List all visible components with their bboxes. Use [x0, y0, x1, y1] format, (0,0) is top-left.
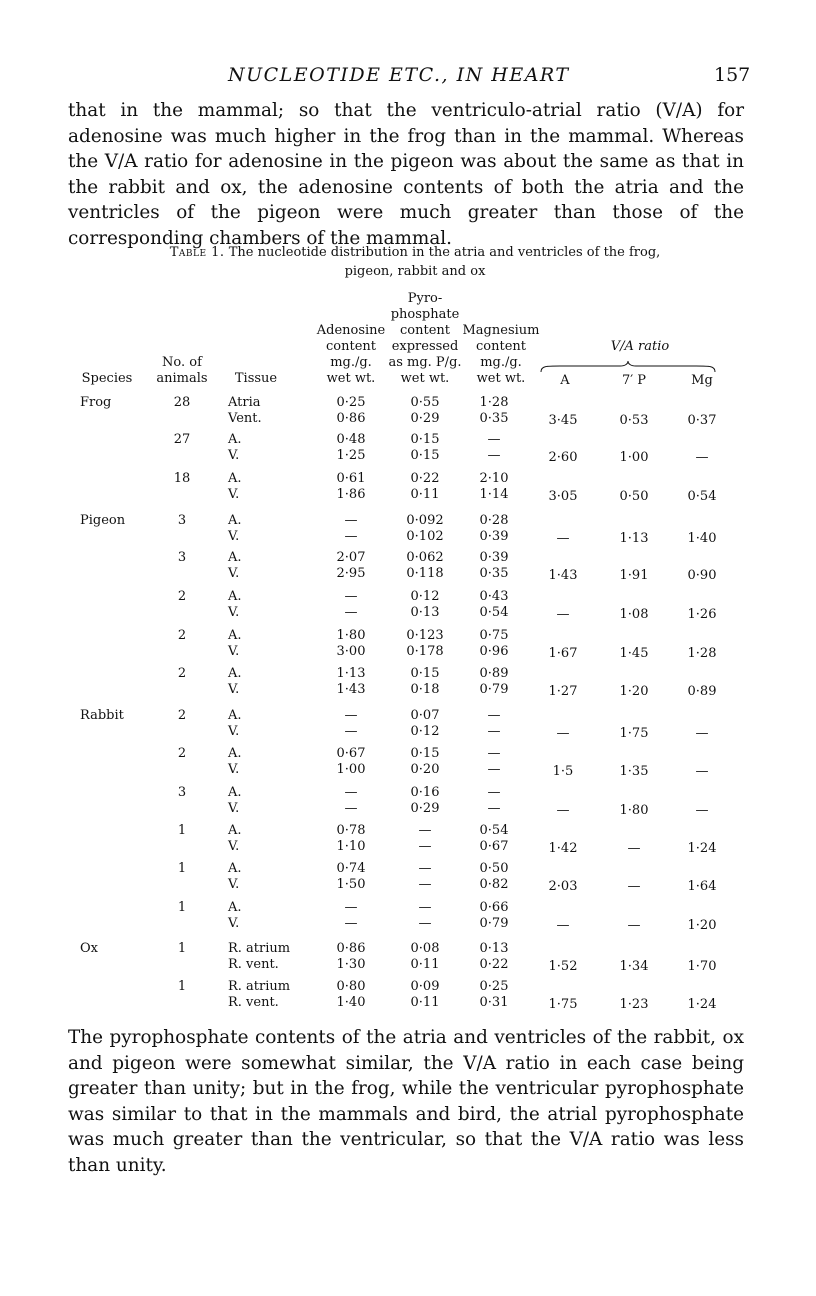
ratio-a-cell: —: [556, 531, 570, 546]
page-number: 157: [714, 64, 751, 86]
adenosine-cell: —: [344, 801, 358, 816]
ratio-p-cell: 1·35: [619, 764, 649, 779]
tissue-cell: A.: [228, 550, 242, 565]
col-header-adenosine-3: mg./g.: [330, 355, 372, 370]
ratio-a-cell: 1·75: [548, 997, 578, 1012]
pyrophosphate-cell: —: [418, 916, 432, 931]
col-header-magnesium-2: content: [476, 339, 526, 354]
pyrophosphate-cell: 0·123: [406, 628, 444, 643]
adenosine-cell: —: [344, 605, 358, 620]
ratio-mg-cell: 0·37: [687, 413, 717, 428]
magnesium-cell: —: [487, 724, 501, 739]
ratio-p-cell: 1·80: [619, 803, 649, 818]
tissue-cell: A.: [228, 513, 242, 528]
paragraph-intro: that in the mammal; so that the ventriculo-atrial ratio (V/A) for adenosine was much higher in the frog than in the mammal. Whereas the V/A ratio for adenosine in the pigeon was about the same as that in the rabbit and ox, the adenosine contents of both the atria and the ventricles of the pigeon were much greater than those of the corresponding chambers of the mammal.: [68, 100, 744, 249]
ratio-a-cell: —: [556, 803, 570, 818]
tissue-cell: A.: [228, 823, 242, 838]
magnesium-cell: 0·22: [479, 957, 509, 972]
ratio-mg-cell: 1·24: [687, 997, 717, 1012]
table-caption-text: The nucleotide distribution in the atria and ventricles of the frog, pigeon, rabbit and ox: [228, 245, 661, 279]
pyrophosphate-cell: 0·118: [406, 566, 444, 581]
adenosine-cell: 1·50: [336, 877, 366, 892]
pyrophosphate-cell: 0·20: [410, 762, 440, 777]
magnesium-cell: 2·10: [479, 471, 509, 486]
adenosine-cell: 0·48: [336, 432, 366, 447]
magnesium-cell: 0·79: [479, 916, 509, 931]
adenosine-cell: 3·00: [336, 644, 366, 659]
ratio-p-cell: —: [627, 879, 641, 894]
pyrophosphate-cell: —: [418, 861, 432, 876]
tissue-cell: A.: [228, 471, 242, 486]
ratio-mg-cell: 1·64: [687, 879, 717, 894]
col-header-ratio-mg: Mg: [691, 373, 713, 388]
ratio-mg-cell: 1·24: [687, 841, 717, 856]
adenosine-cell: 0·78: [336, 823, 366, 838]
magnesium-cell: 0·79: [479, 682, 509, 697]
ratio-p-cell: 1·20: [619, 684, 649, 699]
ratio-a-cell: —: [556, 726, 570, 741]
ratio-a-cell: 3·45: [548, 413, 578, 428]
animals-cell: 3: [177, 785, 187, 800]
adenosine-cell: —: [344, 916, 358, 931]
pyrophosphate-cell: 0·16: [410, 785, 440, 800]
col-header-ratio-a: A: [560, 373, 570, 388]
ratio-a-cell: 1·43: [548, 568, 578, 583]
pyrophosphate-cell: 0·11: [410, 487, 440, 502]
col-header-pyro-3: content: [400, 323, 450, 338]
pyrophosphate-cell: 0·178: [406, 644, 444, 659]
animals-cell: 1: [177, 979, 187, 994]
magnesium-cell: —: [487, 801, 501, 816]
running-title: NUCLEOTIDE ETC., IN HEART: [228, 64, 570, 86]
adenosine-cell: 1·43: [336, 682, 366, 697]
tissue-cell: A.: [228, 628, 242, 643]
magnesium-cell: —: [487, 785, 501, 800]
ratio-a-cell: —: [556, 918, 570, 933]
adenosine-cell: 1·86: [336, 487, 366, 502]
pyrophosphate-cell: 0·29: [410, 801, 440, 816]
magnesium-cell: 0·35: [479, 566, 509, 581]
ratio-mg-cell: 0·90: [687, 568, 717, 583]
adenosine-cell: —: [344, 529, 358, 544]
animals-cell: 2: [177, 589, 187, 604]
ratio-p-cell: 1·23: [619, 997, 649, 1012]
tissue-cell: R. vent.: [228, 957, 279, 972]
ratio-a-cell: 1·5: [552, 764, 574, 779]
ratio-mg-cell: —: [695, 764, 709, 779]
species-cell: Pigeon: [80, 513, 126, 528]
tissue-cell: V.: [228, 801, 240, 816]
adenosine-cell: 2·95: [336, 566, 366, 581]
ratio-mg-cell: 1·26: [687, 607, 717, 622]
adenosine-cell: 1·10: [336, 839, 366, 854]
adenosine-cell: 1·25: [336, 448, 366, 463]
animals-cell: 2: [177, 628, 187, 643]
tissue-cell: A.: [228, 708, 242, 723]
col-header-pyro-4: expressed: [391, 339, 459, 354]
pyrophosphate-cell: —: [418, 823, 432, 838]
tissue-cell: V.: [228, 448, 240, 463]
animals-cell: 1: [177, 900, 187, 915]
ratio-mg-cell: —: [695, 726, 709, 741]
tissue-cell: V.: [228, 877, 240, 892]
animals-cell: 3: [177, 550, 187, 565]
magnesium-cell: 0·89: [479, 666, 509, 681]
adenosine-cell: —: [344, 708, 358, 723]
ratio-mg-cell: —: [695, 803, 709, 818]
magnesium-cell: 0·67: [479, 839, 509, 854]
adenosine-cell: 0·25: [336, 395, 366, 410]
tissue-cell: A.: [228, 666, 242, 681]
tissue-cell: A.: [228, 589, 242, 604]
animals-cell: 28: [173, 395, 191, 410]
adenosine-cell: 1·13: [336, 666, 366, 681]
pyrophosphate-cell: 0·13: [410, 605, 440, 620]
ratio-mg-cell: —: [695, 450, 709, 465]
species-cell: Rabbit: [80, 708, 124, 723]
tissue-cell: A.: [228, 432, 242, 447]
ratio-p-cell: 1·08: [619, 607, 649, 622]
table-label: Table 1.: [169, 245, 225, 260]
tissue-cell: Vent.: [228, 411, 262, 426]
pyrophosphate-cell: 0·15: [410, 432, 440, 447]
ratio-p-cell: 1·91: [619, 568, 649, 583]
pyrophosphate-cell: 0·102: [406, 529, 444, 544]
magnesium-cell: 0·50: [479, 861, 509, 876]
adenosine-cell: 0·86: [336, 411, 366, 426]
col-header-ratio-label: V/A ratio: [610, 339, 670, 354]
ratio-p-cell: 1·00: [619, 450, 649, 465]
tissue-cell: V.: [228, 682, 240, 697]
col-header-ratio: [560, 339, 720, 355]
col-header-magnesium-3: mg./g.: [480, 355, 522, 370]
tissue-cell: V.: [228, 605, 240, 620]
pyrophosphate-cell: 0·29: [410, 411, 440, 426]
adenosine-cell: 0·86: [336, 941, 366, 956]
species-cell: Frog: [80, 395, 112, 410]
tissue-cell: A.: [228, 861, 242, 876]
ratio-mg-cell: 1·20: [687, 918, 717, 933]
ratio-p-cell: 0·53: [619, 413, 649, 428]
animals-cell: 1: [177, 941, 187, 956]
pyrophosphate-cell: —: [418, 839, 432, 854]
magnesium-cell: 0·13: [479, 941, 509, 956]
tissue-cell: V.: [228, 916, 240, 931]
magnesium-cell: —: [487, 432, 501, 447]
ratio-a-cell: 2·03: [548, 879, 578, 894]
tissue-cell: V.: [228, 644, 240, 659]
adenosine-cell: —: [344, 900, 358, 915]
ratio-mg-cell: 1·28: [687, 646, 717, 661]
ratio-a-cell: 1·52: [548, 959, 578, 974]
magnesium-cell: —: [487, 746, 501, 761]
ratio-mg-cell: 1·40: [687, 531, 717, 546]
magnesium-cell: 0·96: [479, 644, 509, 659]
col-header-species: Species: [81, 371, 133, 386]
ratio-mg-cell: 0·89: [687, 684, 717, 699]
pyrophosphate-cell: —: [418, 877, 432, 892]
magnesium-cell: 0·43: [479, 589, 509, 604]
magnesium-cell: 0·25: [479, 979, 509, 994]
ratio-a-cell: 3·05: [548, 489, 578, 504]
pyrophosphate-cell: —: [418, 900, 432, 915]
adenosine-cell: 0·74: [336, 861, 366, 876]
pyrophosphate-cell: 0·15: [410, 666, 440, 681]
magnesium-cell: 0·39: [479, 550, 509, 565]
ratio-a-cell: 2·60: [548, 450, 578, 465]
adenosine-cell: 1·80: [336, 628, 366, 643]
magnesium-cell: 0·82: [479, 877, 509, 892]
tissue-cell: R. atrium: [228, 979, 291, 994]
adenosine-cell: 1·00: [336, 762, 366, 777]
adenosine-cell: 2·07: [336, 550, 366, 565]
pyrophosphate-cell: 0·18: [410, 682, 440, 697]
tissue-cell: Atria: [228, 395, 261, 410]
species-cell: Ox: [80, 941, 98, 956]
pyrophosphate-cell: 0·11: [410, 995, 440, 1010]
pyrophosphate-cell: 0·09: [410, 979, 440, 994]
tissue-cell: V.: [228, 839, 240, 854]
magnesium-cell: —: [487, 762, 501, 777]
adenosine-cell: 0·67: [336, 746, 366, 761]
col-header-magnesium-4: wet wt.: [476, 371, 526, 386]
magnesium-cell: 1·14: [479, 487, 509, 502]
pyrophosphate-cell: 0·15: [410, 448, 440, 463]
magnesium-cell: 0·35: [479, 411, 509, 426]
pyrophosphate-cell: 0·55: [410, 395, 440, 410]
ratio-p-cell: 1·13: [619, 531, 649, 546]
magnesium-cell: —: [487, 708, 501, 723]
ratio-mg-cell: 1·70: [687, 959, 717, 974]
tissue-cell: V.: [228, 487, 240, 502]
tissue-cell: A.: [228, 746, 242, 761]
magnesium-cell: 0·54: [479, 823, 509, 838]
tissue-cell: V.: [228, 566, 240, 581]
ratio-p-cell: 0·50: [619, 489, 649, 504]
col-header-adenosine-2: content: [326, 339, 376, 354]
table-caption: [150, 243, 680, 281]
animals-cell: 2: [177, 746, 187, 761]
magnesium-cell: 0·66: [479, 900, 509, 915]
ratio-a-cell: 1·67: [548, 646, 578, 661]
pyrophosphate-cell: 0·12: [410, 589, 440, 604]
pyrophosphate-cell: 0·15: [410, 746, 440, 761]
ratio-mg-cell: 0·54: [687, 489, 717, 504]
pyrophosphate-cell: 0·07: [410, 708, 440, 723]
ratio-a-cell: —: [556, 607, 570, 622]
tissue-cell: R. atrium: [228, 941, 291, 956]
adenosine-cell: 0·80: [336, 979, 366, 994]
animals-cell: 1: [177, 861, 187, 876]
adenosine-cell: 0·61: [336, 471, 366, 486]
animals-cell: 1: [177, 823, 187, 838]
animals-cell: 2: [177, 666, 187, 681]
adenosine-cell: —: [344, 513, 358, 528]
magnesium-cell: 0·31: [479, 995, 509, 1010]
tissue-cell: A.: [228, 785, 242, 800]
animals-cell: 27: [173, 432, 191, 447]
pyrophosphate-cell: 0·092: [406, 513, 444, 528]
ratio-a-cell: 1·42: [548, 841, 578, 856]
running-header: [0, 62, 816, 90]
pyrophosphate-cell: 0·22: [410, 471, 440, 486]
col-header-pyro-2: phosphate: [390, 307, 460, 322]
magnesium-cell: 0·54: [479, 605, 509, 620]
col-header-animals-1: No. of: [162, 355, 202, 370]
ratio-p-cell: 1·75: [619, 726, 649, 741]
magnesium-cell: 0·75: [479, 628, 509, 643]
col-header-pyro-5: as mg. P/g.: [388, 355, 462, 370]
tissue-cell: V.: [228, 724, 240, 739]
col-header-adenosine-1: Adenosine: [316, 323, 386, 338]
pyrophosphate-cell: 0·11: [410, 957, 440, 972]
tissue-cell: A.: [228, 900, 242, 915]
magnesium-cell: 0·39: [479, 529, 509, 544]
tissue-cell: R. vent.: [228, 995, 279, 1010]
animals-cell: 2: [177, 708, 187, 723]
ratio-p-cell: 1·45: [619, 646, 649, 661]
col-header-adenosine-4: wet wt.: [326, 371, 376, 386]
ratio-p-cell: 1·34: [619, 959, 649, 974]
adenosine-cell: —: [344, 785, 358, 800]
ratio-brace: [540, 360, 716, 374]
pyrophosphate-cell: 0·12: [410, 724, 440, 739]
adenosine-cell: 1·30: [336, 957, 366, 972]
adenosine-cell: —: [344, 589, 358, 604]
magnesium-cell: 1·28: [479, 395, 509, 410]
adenosine-cell: —: [344, 724, 358, 739]
col-header-pyro-1: Pyro-: [407, 291, 443, 306]
animals-cell: 18: [173, 471, 191, 486]
pyrophosphate-cell: 0·062: [406, 550, 444, 565]
col-header-magnesium-1: Magnesium: [462, 323, 540, 338]
tissue-cell: V.: [228, 529, 240, 544]
magnesium-cell: 0·28: [479, 513, 509, 528]
ratio-p-cell: —: [627, 918, 641, 933]
ratio-p-cell: —: [627, 841, 641, 856]
col-header-animals-2: animals: [156, 371, 208, 386]
paragraph-pyrophosphate: The pyrophosphate contents of the atria and ventricles of the rabbit, ox and pigeon were somewhat similar, the V/A ratio in each case being greater than unity; but in the frog, while the ventricular pyrophosphate was similar to that in the mammals and bird, the atrial pyrophosphate was much greater than the ventricular, so that the V/A ratio was less than unity.: [68, 1027, 744, 1176]
tissue-cell: V.: [228, 762, 240, 777]
adenosine-cell: 1·40: [336, 995, 366, 1010]
col-header-tissue: Tissue: [234, 371, 278, 386]
col-header-pyro-6: wet wt.: [400, 371, 450, 386]
pyrophosphate-cell: 0·08: [410, 941, 440, 956]
animals-cell: 3: [177, 513, 187, 528]
col-header-ratio-p: 7′ P: [621, 373, 647, 388]
ratio-a-cell: 1·27: [548, 684, 578, 699]
magnesium-cell: —: [487, 448, 501, 463]
